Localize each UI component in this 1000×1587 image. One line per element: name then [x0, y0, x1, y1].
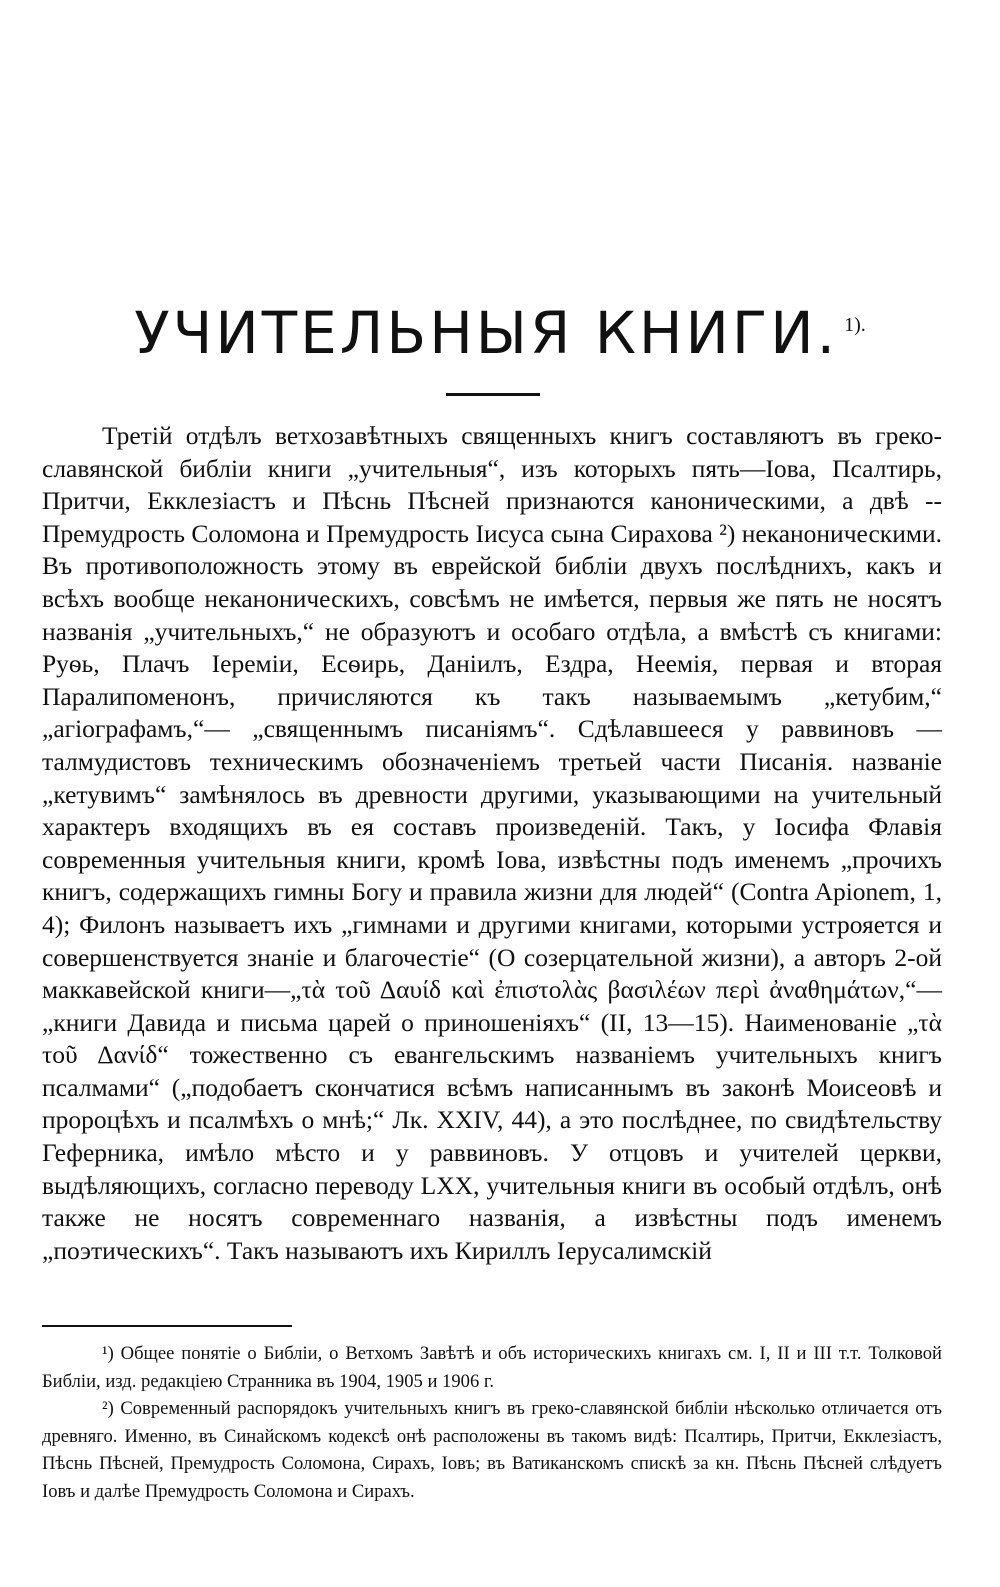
footnote-2-text: Современный распорядокъ учительныхъ книгъ въ греко-славянской библіи нѣсколько отличается отъ древняго. Именно, въ Синайскомъ кодексѣ онѣ расположены въ такомъ видѣ: Псалтирь, Притчи, Екклезіастъ, Пѣснь Пѣсней, Премудрость Соломона, Сирахъ, Іовъ; въ Ватиканскомъ спискѣ за кн. Пѣснь Пѣсней слѣдуетъ Іовъ и далѣе Премудрость Соломона и Сирахъ.	[42, 1398, 942, 1502]
main-paragraph: Третій отдѣлъ ветхозавѣтныхъ священныхъ книгъ составляютъ въ греко-славянской библіи книги „учительныя“, изъ которыхъ пять—Іова, Псалтирь, Притчи, Екклезіастъ и Пѣснь Пѣсней признаются каноническими, а двѣ --Премудрость Соломона и Премудрость Іисуса сына Сирахова ²) неканоническими. Въ противоположность этому въ еврейской библіи двухъ послѣднихъ, какъ и всѣхъ вообще неканоническихъ, совсѣмъ не имѣется, первыя же пять не носятъ названія „учительныхъ,“ не образуютъ и особаго отдѣла, а вмѣстѣ съ книгами: Руѳь, Плачъ Іереміи, Есѳирь, Даніилъ, Ездра, Неемія, первая и вторая Паралипоменонъ, причисляются къ такъ называемымъ „кетубим,“ „агіографамъ,“— „священнымъ писаніямъ“. Сдѣлавшееся у раввиновъ — талмудистовъ техническимъ обозначеніемъ третьей части Писанія. названіе „кетувимъ“ замѣнялось въ древности другими, указывающими на учительный характеръ входящихъ въ ея составъ произведеній. Такъ, у Іосифа Флавія современныя учительныя книги, кромѣ Іова, извѣстны подъ именемъ „прочихъ книгъ, содержащихъ гимны Богу и правила жизни для людей“ (Contra Apionem, 1, 4); Филонъ называетъ ихъ „гимнами и другими книгами, которыми устрояется и совершенствуется знаніе и благочестіе“ (О созерцательной жизни), а авторъ 2-ой маккавейской книги—„τὰ τοῦ Δαυίδ καὶ ἐπιστολὰς βασιλέων περὶ ἀναθημάτων,“—„книги Давида и письма царей о приношеніяхъ“ (II, 13—15). Наименованіе „τὰ τοῦ Δανίδ“ тожественно съ евангельскимъ названіемъ учительныхъ книгъ псалмами“ („подобаетъ скончатися всѣмъ написаннымъ въ законѣ Моисеовѣ и пророцѣхъ и псалмѣхъ о мнѣ;“ Лк. XXIV, 44), а это послѣднее, по свидѣтельству Геферника, имѣло мѣсто и у раввиновъ. У отцовъ и учителей церкви, выдѣляющихъ, согласно переводу LXX, учительныя книги въ особый отдѣлъ, онѣ также не носятъ современнаго названія, а извѣстны подъ именемъ „поэтическихъ“. Такъ называютъ ихъ Кириллъ Іерусалимскій	[42, 421, 942, 1265]
footnote-2-mark: ²)	[102, 1398, 114, 1420]
chapter-title-text: УЧИТЕЛЬНЫЯ КНИГИ.	[134, 299, 839, 367]
title-footnote-mark: 1).	[844, 314, 866, 336]
footnote-divider	[42, 1325, 292, 1327]
footnote-1	[42, 1340, 942, 1395]
title-divider	[446, 393, 540, 396]
footnotes	[42, 1340, 942, 1506]
footnote-2	[42, 1395, 942, 1505]
main-text	[42, 420, 942, 1267]
chapter-title	[0, 298, 1000, 368]
footnote-1-mark: ¹)	[102, 1343, 114, 1364]
footnote-1-text: Общее понятіе о Библіи, о Ветхомъ Завѣтѣ и объ историческихъ книгахъ см. I, II и III т.т. Толковой Библіи, изд. редакціею Странника въ 1904, 1905 и 1906 г.	[42, 1343, 943, 1392]
